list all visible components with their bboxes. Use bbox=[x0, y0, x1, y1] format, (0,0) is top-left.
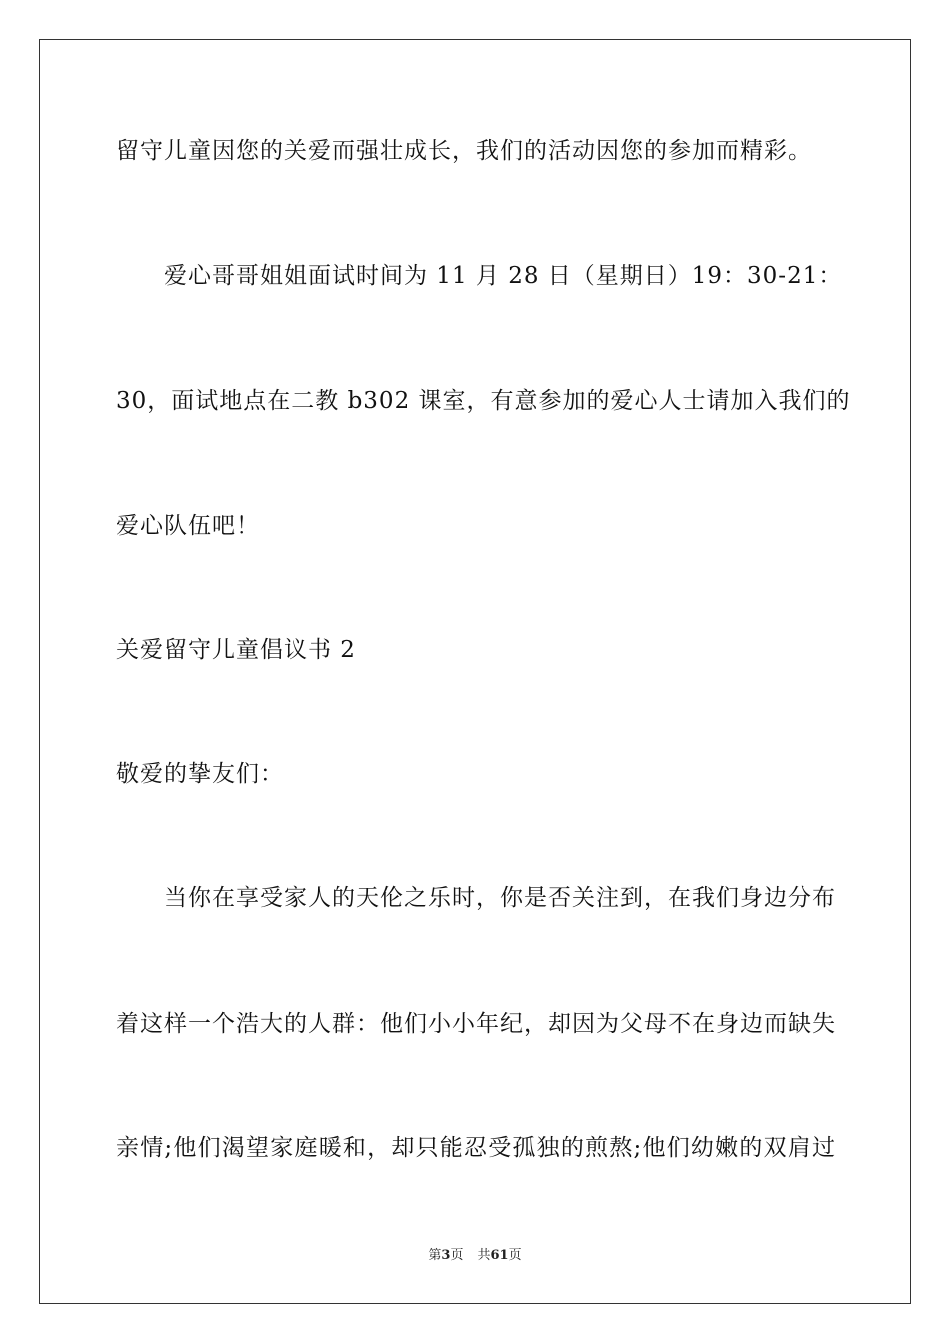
footer-total-prefix: 共 bbox=[477, 1248, 491, 1263]
paragraph-line-6: 着这样一个浩大的人群：他们小小年纪，却因为父母不在身边而缺失 bbox=[116, 1011, 836, 1037]
footer-total-suffix: 页 bbox=[508, 1248, 522, 1263]
footer-page-number: 3 bbox=[441, 1248, 451, 1263]
page-border bbox=[39, 39, 911, 1304]
footer-page-suffix: 页 bbox=[450, 1248, 464, 1263]
paragraph-line-5: 当你在享受家人的天伦之乐时，你是否关注到，在我们身边分布 bbox=[164, 885, 836, 911]
page-footer bbox=[0, 1247, 950, 1265]
paragraph-line-7: 亲情;他们渴望家庭暖和，却只能忍受孤独的煎熬;他们幼嫩的双肩过 bbox=[116, 1135, 836, 1161]
salutation: 敬爱的挚友们： bbox=[116, 761, 284, 787]
footer-page-prefix: 第 bbox=[428, 1248, 442, 1263]
paragraph-line-2: 爱心哥哥姐姐面试时间为 11 月 28 日（星期日）19：30-21： bbox=[164, 263, 843, 289]
paragraph-line-4: 爱心队伍吧！ bbox=[116, 513, 260, 539]
section-heading: 关爱留守儿童倡议书 2 bbox=[116, 637, 356, 663]
paragraph-line-1: 留守儿童因您的关爱而强壮成长，我们的活动因您的参加而精彩。 bbox=[116, 138, 812, 164]
footer-total-number: 61 bbox=[490, 1248, 509, 1263]
paragraph-line-3: 30，面试地点在二教 b302 课室，有意参加的爱心人士请加入我们的 bbox=[116, 388, 851, 414]
